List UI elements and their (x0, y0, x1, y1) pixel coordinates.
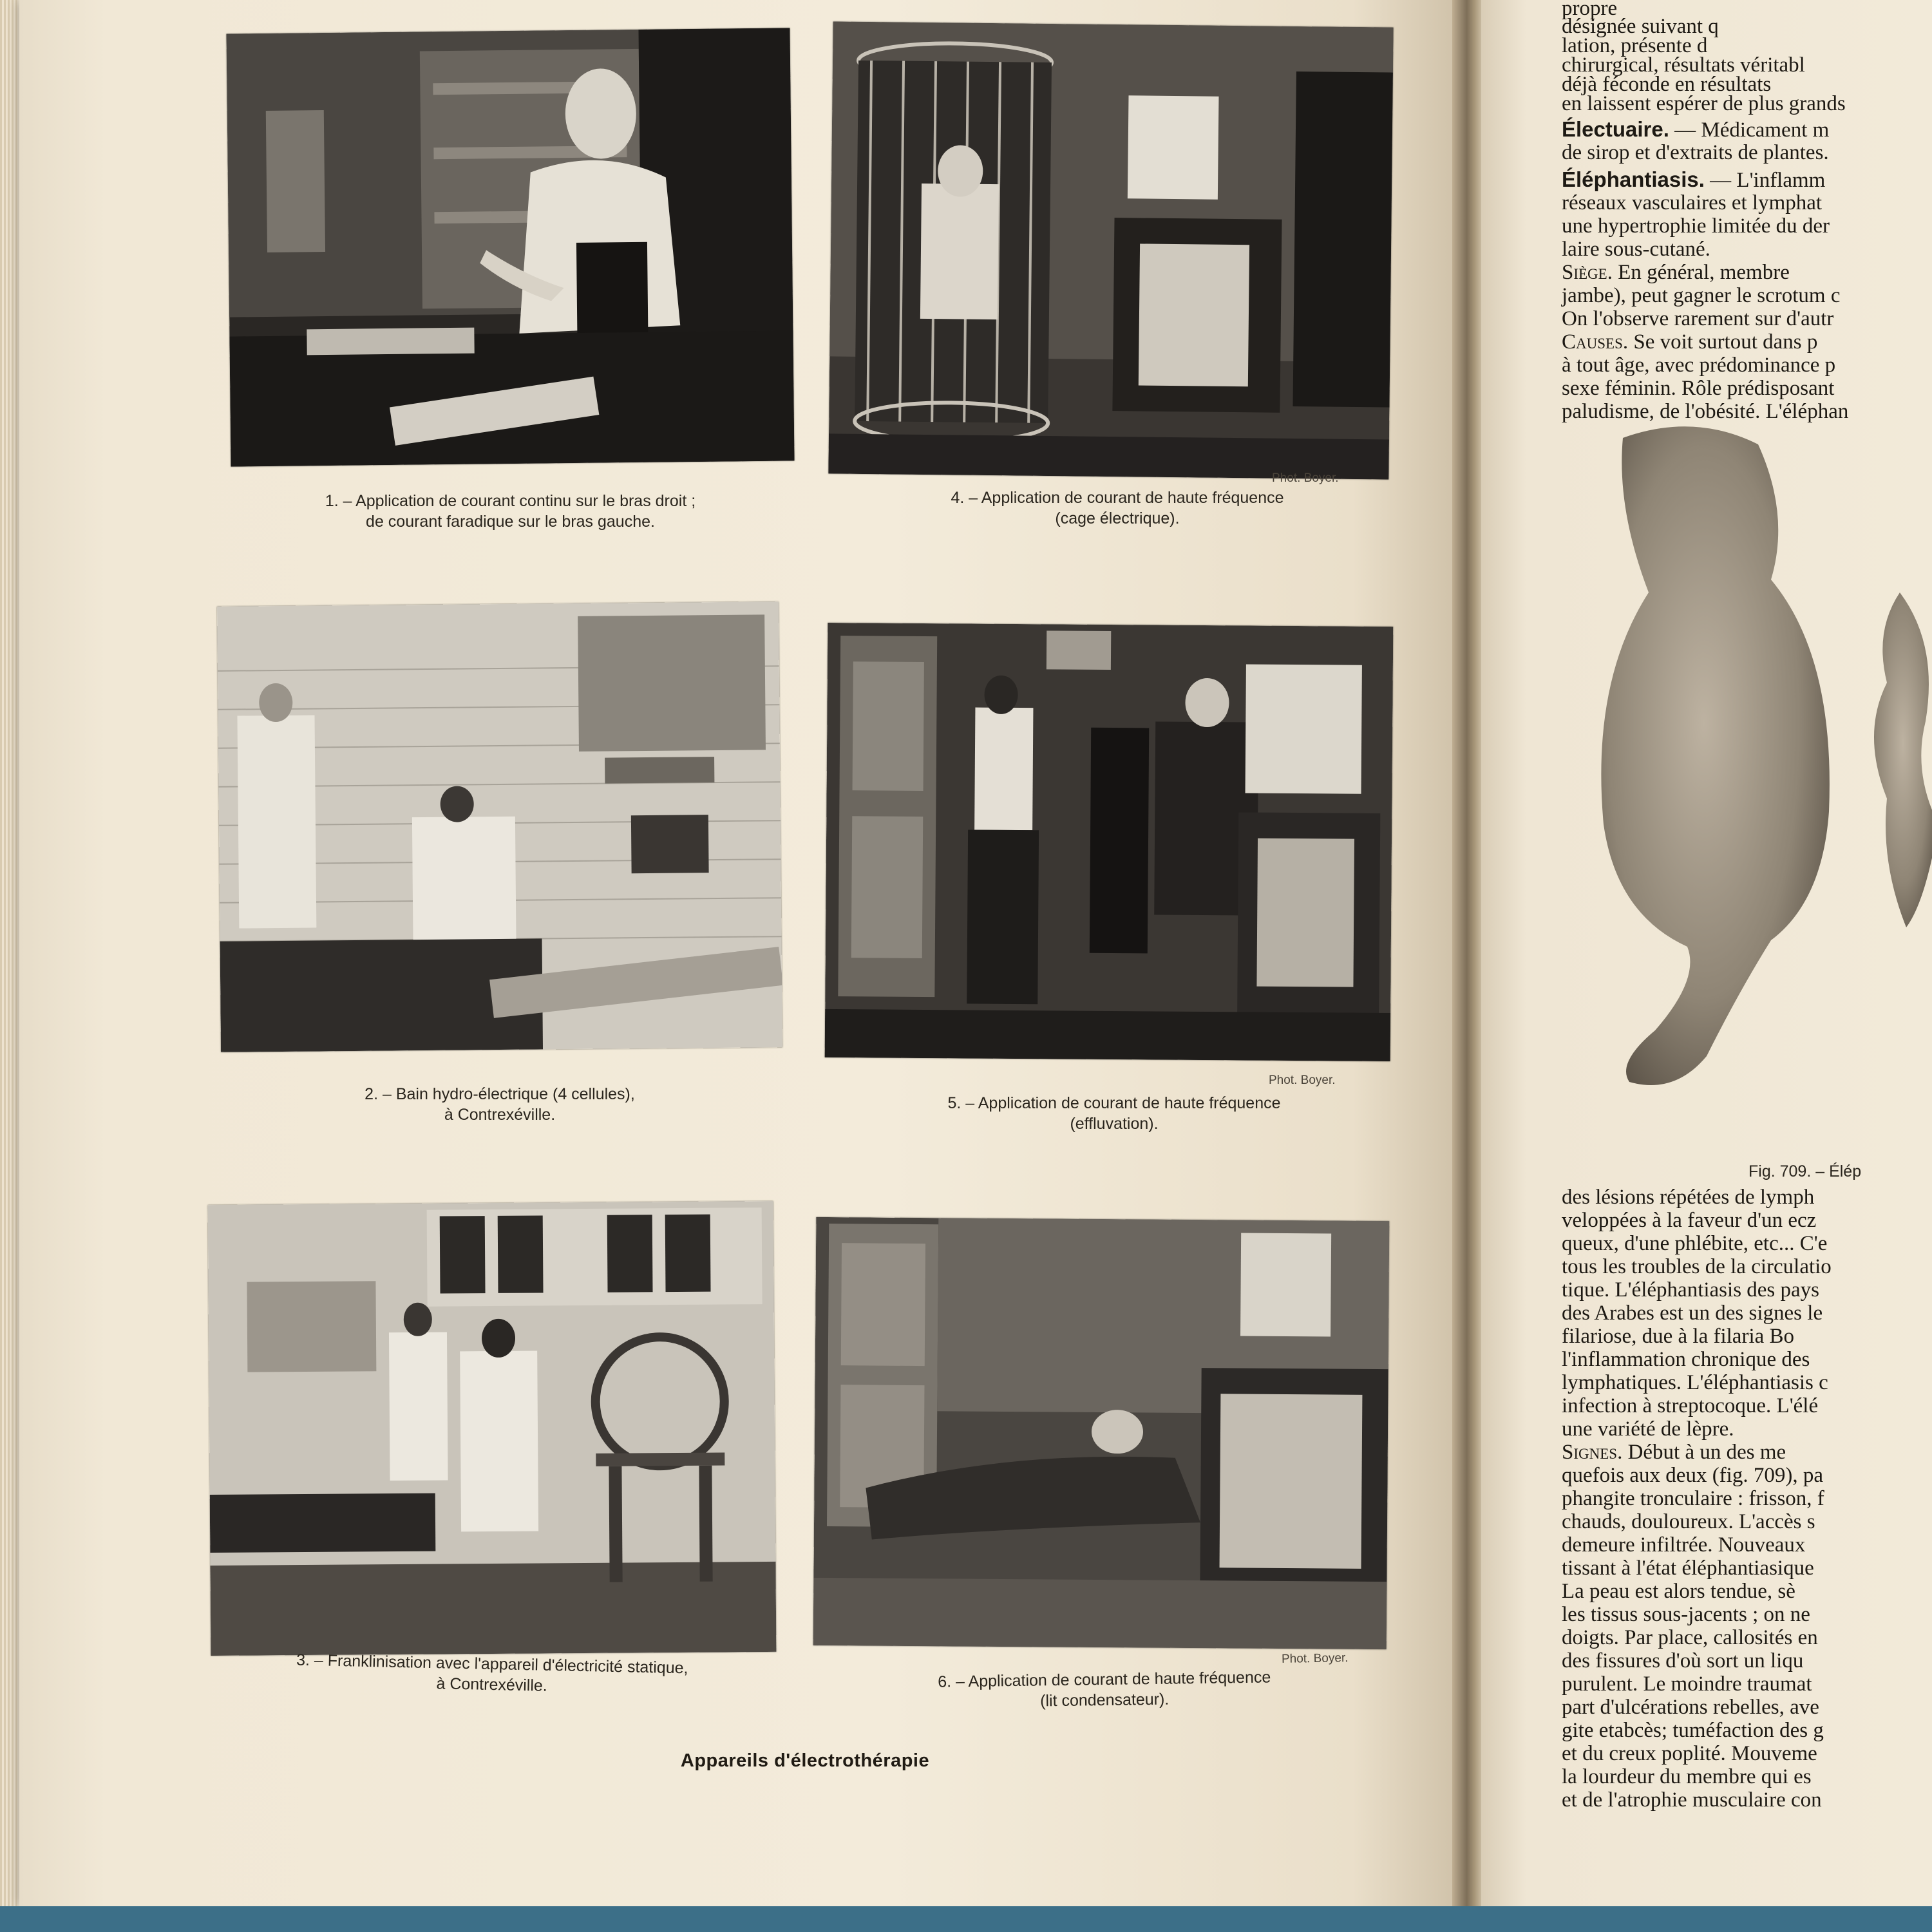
text-line: infection à streptocoque. L'élé (1562, 1394, 1819, 1417)
caption-figure-1 (229, 491, 792, 532)
text-line: laire sous-cutané. (1562, 238, 1710, 261)
entry-electuaire (1562, 117, 1829, 142)
text-line: purulent. Le moindre traumat (1562, 1672, 1812, 1696)
caption-line: 3. – Franklinisation avec l'appareil d'électricité statique, (296, 1651, 688, 1678)
entry-elephantiasis (1562, 167, 1825, 193)
text-line: sexe féminin. Rôle prédisposant (1562, 377, 1835, 400)
photo-4-electric-cage (828, 21, 1393, 479)
text-line: lation, présente d (1562, 34, 1708, 57)
photo-1-image (227, 28, 795, 466)
section-siege (1562, 260, 1790, 285)
text-line: paludisme, de l'obésité. L'éléphan (1562, 400, 1849, 423)
table-surface (0, 1906, 1932, 1932)
caption-line: 1. – Application de courant continu sur le bras droit ; (325, 492, 696, 510)
caption-line: 5. – Application de courant de haute fréquence (947, 1094, 1281, 1112)
caption-line: 6. – Application de courant de haute fréquence (938, 1668, 1271, 1691)
section-signes (1562, 1440, 1786, 1464)
text-line: une variété de lèpre. (1562, 1417, 1734, 1441)
caption-line: à Contrexéville. (436, 1674, 548, 1695)
photo-5-image (825, 623, 1394, 1061)
caption-line: 2. – Bain hydro-électrique (4 cellules), (365, 1085, 635, 1103)
text-line: phangite tronculaire : frisson, f (1562, 1487, 1824, 1510)
photo-6-condenser-bed (813, 1217, 1390, 1649)
section-text: Se voit surtout dans p (1628, 330, 1818, 354)
text-line: des fissures d'où sort un liqu (1562, 1649, 1804, 1672)
text-line: les tissus sous-jacents ; on ne (1562, 1603, 1810, 1626)
entry-term: Éléphantiasis. (1562, 167, 1705, 191)
entry-text: — L'inflamm (1704, 169, 1826, 192)
photo-2-hydro-electric-bath (217, 601, 782, 1052)
text-line: chirurgical, résultats véritabl (1562, 53, 1805, 77)
text-line: des lésions répétées de lymph (1562, 1186, 1815, 1209)
text-line: lymphatiques. L'éléphantiasis c (1562, 1371, 1828, 1394)
section-label: Signes. (1562, 1441, 1623, 1464)
text-line: la lourdeur du membre qui es (1562, 1765, 1812, 1788)
text-line: une hypertrophie limitée du der (1562, 214, 1830, 238)
photo-2-image (217, 601, 782, 1052)
caption-line: (effluvation). (1070, 1115, 1159, 1133)
text-line: désignée suivant q (1562, 15, 1719, 38)
photo-1-continuous-current (227, 28, 795, 466)
caption-figure-4 (837, 488, 1397, 529)
book-gutter (1452, 0, 1484, 1932)
plate-title: Appareils d'électrothérapie (680, 1750, 930, 1771)
text-line: demeure infiltrée. Nouveaux (1562, 1533, 1806, 1557)
entry-text: — Médicament m (1669, 118, 1830, 142)
photo-6-image (813, 1217, 1390, 1649)
text-line: gite etabcès; tuméfaction des g (1562, 1719, 1824, 1742)
text-line: doigts. Par place, callosités en (1562, 1626, 1818, 1649)
text-line: filariose, due à la filaria Bo (1562, 1325, 1795, 1348)
photo-credit-5: Phot. Boyer. (1269, 1074, 1336, 1087)
section-causes (1562, 330, 1817, 354)
text-line: On l'observe rarement sur d'autr (1562, 307, 1834, 330)
text-line: La peau est alors tendue, sè (1562, 1580, 1795, 1603)
caption-line: 4. – Application de courant de haute fréquence (951, 489, 1284, 507)
specimen-image (1578, 412, 1932, 1127)
text-line: à tout âge, avec prédominance p (1562, 354, 1836, 377)
text-line: veloppées à la faveur d'un ecz (1562, 1209, 1817, 1232)
text-line: et du creux poplité. Mouveme (1562, 1742, 1817, 1765)
photo-4-image (828, 21, 1393, 479)
caption-line: à Contrexéville. (444, 1106, 556, 1124)
caption-figure-6 (821, 1665, 1388, 1714)
caption-line: (cage électrique). (1055, 509, 1180, 527)
text-line: tique. L'éléphantiasis des pays (1562, 1278, 1820, 1302)
text-line: propre (1562, 0, 1618, 20)
text-line: tous les troubles de la circulatio (1562, 1255, 1832, 1278)
text-line: des Arabes est un des signes le (1562, 1302, 1823, 1325)
section-text: En général, membre (1612, 261, 1790, 284)
photo-credit-6: Phot. Boyer. (1281, 1651, 1349, 1666)
entry-term: Électuaire. (1562, 117, 1669, 141)
caption-figure-5 (834, 1093, 1394, 1134)
text-line: réseaux vasculaires et lymphat (1562, 191, 1823, 214)
section-label: Causes. (1562, 330, 1629, 354)
text-line: jambe), peut gagner le scrotum c (1562, 284, 1841, 307)
figure-709-specimen (1578, 412, 1932, 1127)
caption-figure-2 (219, 1084, 781, 1125)
text-line: chauds, douloureux. L'accès s (1562, 1510, 1815, 1533)
text-line: queux, d'une phlébite, etc... C'e (1562, 1232, 1828, 1255)
caption-line: (lit condensateur). (1039, 1690, 1170, 1710)
photo-5-effluvation (825, 623, 1394, 1061)
section-text: Début à un des me (1622, 1441, 1786, 1464)
photo-3-image (208, 1201, 777, 1656)
photo-3-franklinisation (208, 1201, 777, 1656)
figure-709-caption: Fig. 709. – Élép (1748, 1162, 1862, 1180)
text-line: part d'ulcérations rebelles, ave (1562, 1696, 1819, 1719)
text-line: tissant à l'état éléphantiasique (1562, 1557, 1814, 1580)
section-label: Siège. (1562, 261, 1613, 284)
photo-credit-4: Phot. Boyer. (1272, 471, 1339, 485)
text-line: déjà féconde en résultats (1562, 73, 1772, 96)
text-line: l'inflammation chronique des (1562, 1348, 1810, 1371)
caption-line: de courant faradique sur le bras gauche. (366, 513, 655, 531)
text-line: quefois aux deux (fig. 709), pa (1562, 1464, 1823, 1487)
text-line: de sirop et d'extraits de plantes. (1562, 141, 1829, 164)
text-line: en laissent espérer de plus grands (1562, 92, 1846, 115)
text-line: et de l'atrophie musculaire con (1562, 1788, 1822, 1812)
